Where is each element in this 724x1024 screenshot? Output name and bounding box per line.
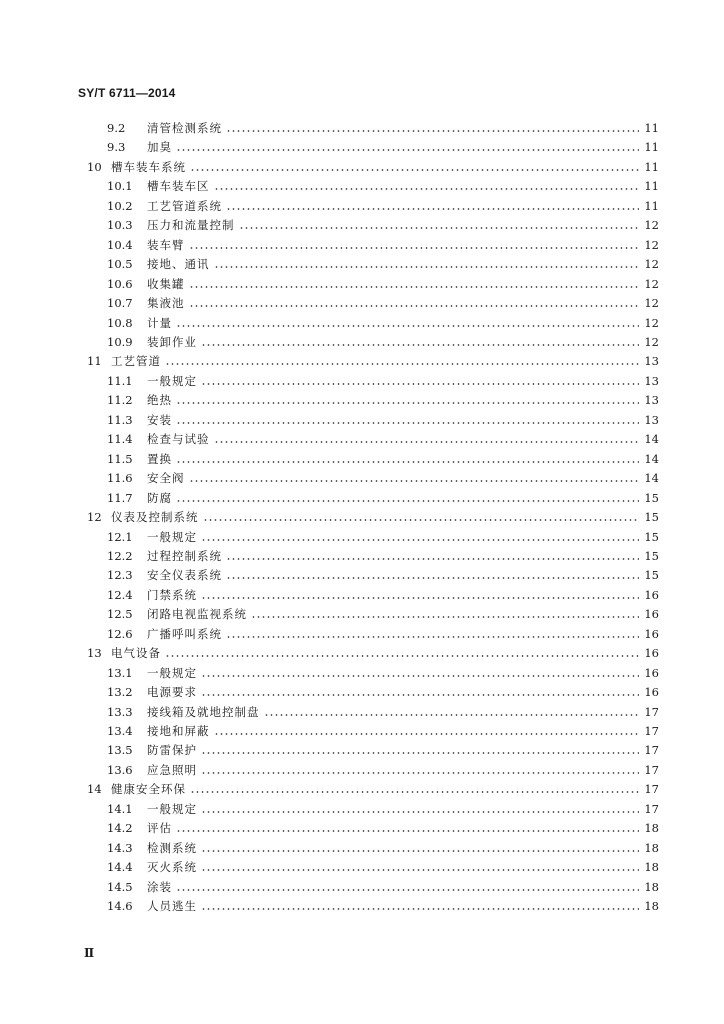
toc-entry-number: 11.5 [107,451,133,466]
toc-entry-number: 10.3 [107,218,133,233]
toc-entry-title: 应急照明 [147,762,197,777]
toc-dot-leader [201,694,639,696]
toc-entry-title: 涂装 [147,879,172,894]
toc-page-number: 17 [644,743,659,758]
toc-entry-number: 13.3 [107,704,133,719]
toc-section-row [107,276,659,292]
toc-page-number: 15 [644,568,659,583]
toc-dot-leader [165,363,639,365]
toc-page-number: 11 [644,179,659,194]
toc-entry-number: 13.4 [107,723,133,738]
toc-entry-title: 门禁系统 [147,587,197,602]
toc-dot-leader [201,675,639,677]
toc-entry-title: 评估 [147,821,172,836]
toc-dot-leader [189,286,640,288]
toc-entry-title: 检查与试验 [147,432,210,447]
toc-entry-title: 接地和屏蔽 [147,723,210,738]
toc-dot-leader [226,636,639,638]
toc-entry-number: 10 [87,159,102,174]
toc-dot-leader [176,422,639,424]
toc-entry-title: 一般规定 [147,801,197,816]
toc-page-number: 14 [644,451,659,466]
toc-dot-leader [201,539,639,541]
toc-section-row [107,178,659,194]
toc-entry-title: 一般规定 [147,529,197,544]
toc-entry-title: 灭火系统 [147,860,197,875]
toc-section-row [107,412,659,428]
toc-entry-title: 闭路电视监视系统 [147,607,247,622]
toc-dot-leader [201,772,639,774]
toc-entry-title: 电气设备 [111,646,161,661]
toc-page-number: 12 [644,296,659,310]
toc-entry-title: 广播呼叫系统 [147,626,222,641]
toc-entry-number: 11.6 [107,471,133,486]
toc-section-row [107,470,659,486]
toc-chapter-row [87,353,659,369]
toc-entry-title: 安全阀 [147,471,185,486]
toc-entry-number: 14.3 [107,840,133,855]
toc-section-row [107,879,659,895]
toc-entry-title: 安装 [147,412,172,427]
toc-section-row [107,295,659,311]
toc-dot-leader [176,500,639,502]
toc-dot-leader [201,752,639,754]
toc-entry-number: 13.1 [107,665,133,680]
toc-chapter-row [87,159,659,175]
standard-code-header: SY/T 6711—2014 [78,86,176,100]
toc-page-number: 12 [644,315,659,330]
toc-dot-leader [214,266,640,268]
toc-section-row [107,373,659,389]
toc-entry-title: 一般规定 [147,373,197,388]
toc-entry-number: 11 [87,354,102,369]
toc-page-number: 15 [644,548,659,563]
toc-page-number: 16 [644,626,659,641]
toc-entry-number: 14.2 [107,821,133,836]
toc-entry-number: 11.4 [107,432,133,447]
toc-entry-title: 装卸作业 [147,334,197,349]
toc-section-row [107,898,659,914]
toc-entry-number: 11.2 [107,393,133,408]
toc-section-row [107,217,659,233]
toc-entry-number: 12.3 [107,568,133,583]
toc-dot-leader [201,850,639,852]
toc-chapter-row [87,645,659,661]
toc-page-number: 12 [644,276,659,291]
toc-dot-leader [189,480,640,482]
toc-section-row [107,139,659,155]
page-folio: Ⅱ [84,946,95,960]
toc-entry-number: 10.2 [107,198,133,213]
toc-section-row [107,120,659,136]
toc-page-number: 15 [644,490,659,505]
toc-entry-title: 防腐 [147,490,172,505]
toc-entry-title: 装车臂 [147,237,185,252]
toc-page-number: 13 [644,354,659,369]
toc-entry-title: 槽车装车系统 [111,159,186,174]
toc-entry-title: 压力和流量控制 [147,218,235,233]
toc-section-row [107,451,659,467]
toc-entry-number: 13.5 [107,743,133,758]
toc-dot-leader [226,558,639,560]
toc-section-row [107,665,659,681]
toc-section-row [107,256,659,272]
toc-page-number: 12 [644,237,659,252]
toc-dot-leader [176,461,639,463]
toc-dot-leader [189,247,640,249]
toc-section-row [107,762,659,778]
toc-entry-title: 电源要求 [147,685,197,699]
toc-dot-leader [201,597,639,599]
toc-dot-leader [226,130,639,132]
toc-dot-leader [239,227,640,229]
toc-entry-number: 14 [87,782,102,797]
toc-entry-title: 健康安全环保 [111,782,186,797]
toc-entry-title: 一般规定 [147,665,197,680]
toc-entry-number: 10.4 [107,237,133,252]
toc-entry-number: 12.5 [107,607,133,622]
toc-entry-number: 10.8 [107,315,133,330]
toc-dot-leader [203,519,640,521]
toc-page-number: 17 [644,801,659,816]
toc-entry-number: 12.2 [107,548,133,563]
toc-entry-number: 10.7 [107,296,133,310]
toc-section-row [107,859,659,875]
toc-section-row [107,626,659,642]
toc-entry-number: 10.1 [107,179,133,194]
toc-entry-number: 13.6 [107,762,133,777]
toc-section-row [107,392,659,408]
toc-section-row [107,606,659,622]
toc-entry-number: 14.4 [107,860,133,875]
toc-page-number: 17 [644,782,659,797]
toc-chapter-row [87,781,659,797]
toc-section-row [107,801,659,817]
toc-dot-leader [201,908,639,910]
toc-page-number: 14 [644,432,659,447]
toc-entry-title: 加臭 [147,140,172,155]
toc-entry-title: 仪表及控制系统 [111,510,199,524]
toc-entry-number: 14.1 [107,801,133,816]
toc-section-row [107,567,659,583]
toc-entry-title: 接线箱及就地控制盘 [147,704,260,719]
toc-entry-title: 集液池 [147,296,185,310]
toc-section-row [107,704,659,720]
toc-dot-leader [226,208,639,210]
toc-section-row [107,742,659,758]
toc-section-row [107,431,659,447]
toc-page-number: 11 [644,159,659,174]
toc-section-row [107,840,659,856]
toc-entry-title: 检测系统 [147,840,197,855]
toc-page-number: 11 [644,140,659,155]
toc-page-number: 17 [644,704,659,719]
toc-section-row [107,548,659,564]
toc-entry-number: 11.1 [107,373,133,388]
toc-entry-title: 收集罐 [147,276,185,291]
toc-dot-leader [190,169,639,171]
toc-section-row [107,315,659,331]
toc-dot-leader [190,791,639,793]
toc-page-number: 16 [644,607,659,622]
toc-dot-leader [176,402,639,404]
toc-page-number: 16 [644,665,659,680]
toc-dot-leader [264,714,640,716]
toc-entry-number: 10.6 [107,276,133,291]
toc-entry-title: 槽车装车区 [147,179,210,194]
toc-page-number: 17 [644,723,659,738]
toc-entry-number: 13.2 [107,685,133,699]
toc-entry-title: 防雷保护 [147,743,197,758]
toc-entry-number: 11.7 [107,490,133,505]
toc-dot-leader [189,305,640,307]
toc-page-number: 16 [644,587,659,602]
toc-entry-number: 14.6 [107,899,133,913]
toc-entry-title: 计量 [147,315,172,330]
toc-entry-number: 12.6 [107,626,133,641]
toc-page-number: 11 [644,198,659,213]
toc-page-number: 13 [644,393,659,408]
toc-entry-title: 工艺管道 [111,354,161,369]
toc-page-number: 13 [644,373,659,388]
toc-section-row [107,820,659,836]
toc-entry-number: 12.4 [107,587,133,602]
toc-page-number: 12 [644,218,659,233]
toc-dot-leader [214,188,640,190]
toc-section-row [107,723,659,739]
toc-page-number: 14 [644,471,659,486]
toc-page-number: 18 [644,821,659,836]
toc-entry-title: 绝热 [147,393,172,408]
toc-section-row [107,587,659,603]
toc-entry-number: 9.3 [107,140,126,155]
toc-entry-title: 工艺管道系统 [147,198,222,213]
toc-section-row [107,237,659,253]
toc-section-row [107,198,659,214]
toc-entry-number: 10.5 [107,257,133,272]
toc-entry-title: 清管检测系统 [147,121,222,135]
toc-entry-title: 安全仪表系统 [147,568,222,583]
toc-entry-number: 14.5 [107,879,133,894]
toc-page-number: 18 [644,860,659,875]
toc-dot-leader [214,441,640,443]
toc-entry-number: 12 [87,510,102,524]
toc-entry-number: 9.2 [107,121,126,135]
toc-page-number: 18 [644,879,659,894]
toc-page-number: 12 [644,334,659,349]
toc-entry-number: 10.9 [107,334,133,349]
toc-dot-leader [176,325,639,327]
toc-page-number: 17 [644,762,659,777]
toc-section-row [107,684,659,700]
toc-page-number: 15 [644,529,659,544]
toc-dot-leader [214,733,640,735]
toc-dot-leader [201,344,639,346]
toc-page-number: 16 [644,685,659,699]
toc-page-number: 16 [644,646,659,661]
toc-dot-leader [165,655,639,657]
toc-section-row [107,529,659,545]
toc-dot-leader [201,869,639,871]
toc-entry-title: 接地、通讯 [147,257,210,272]
toc-dot-leader [201,811,639,813]
toc-dot-leader [176,889,639,891]
toc-entry-title: 置换 [147,451,172,466]
toc-section-row [107,334,659,350]
toc-entry-number: 13 [87,646,102,661]
toc-dot-leader [176,149,639,151]
toc-entry-number: 11.3 [107,412,133,427]
toc-page-number: 12 [644,257,659,272]
toc-dot-leader [226,577,639,579]
toc-entry-title: 过程控制系统 [147,548,222,563]
toc-page-number: 13 [644,412,659,427]
toc-page-number: 15 [644,510,659,524]
toc-dot-leader [251,616,639,618]
toc-entry-number: 12.1 [107,529,133,544]
toc-entry-title: 人员逃生 [147,899,197,913]
toc-chapter-row [87,509,659,525]
toc-section-row [107,490,659,506]
toc-dot-leader [201,383,639,385]
toc-dot-leader [176,830,639,832]
toc-page-number: 11 [644,121,659,135]
toc-page-number: 18 [644,840,659,855]
toc-page-number: 18 [644,899,659,913]
